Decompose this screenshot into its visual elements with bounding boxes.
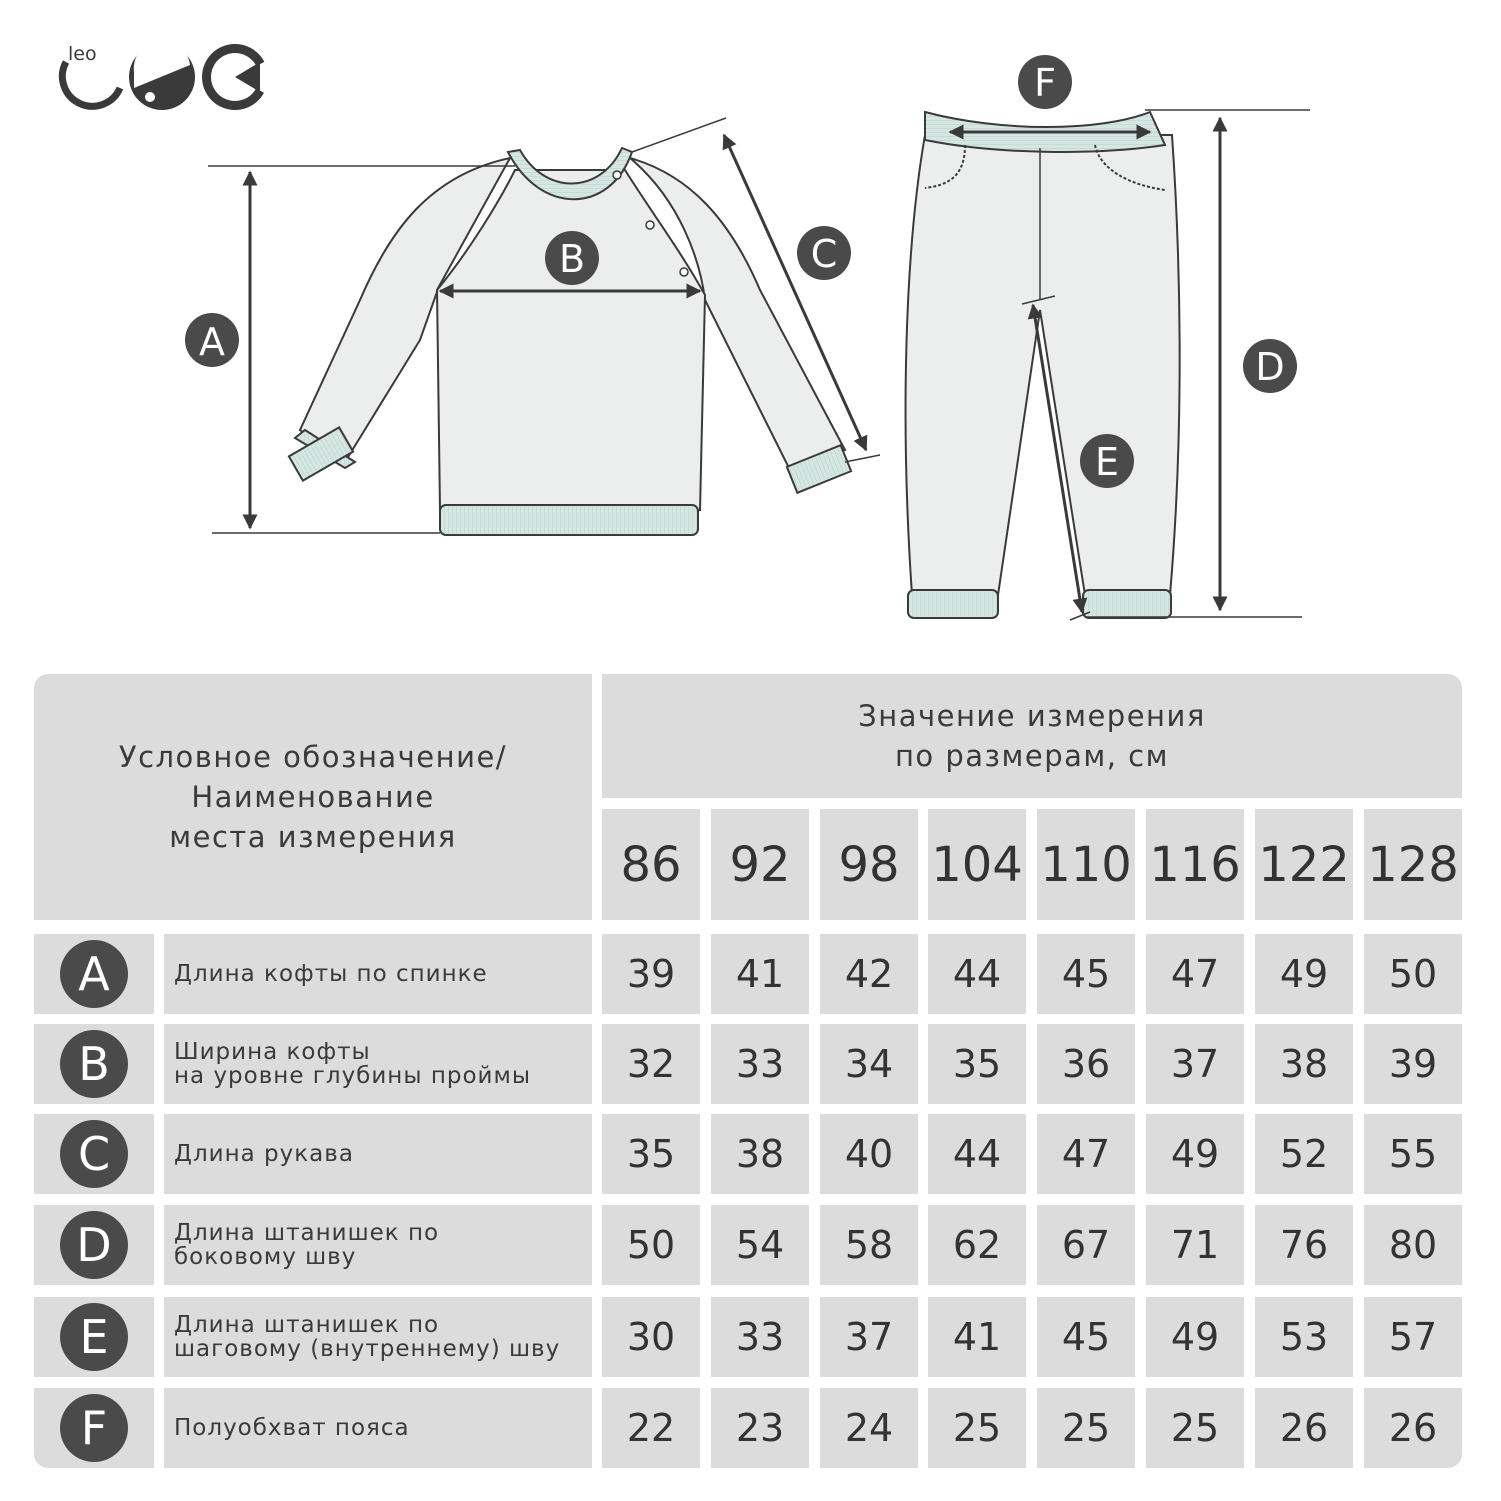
value-cell: 35 [602,1114,700,1194]
value-cell: 50 [1364,934,1462,1014]
row-code-cell [34,1024,154,1104]
value-cell: 44 [928,1114,1026,1194]
value-cell: 44 [928,934,1026,1014]
size-header: 92 [711,809,809,920]
size-header: 104 [928,809,1026,920]
left-header-text: Условное обозначение/ Наименование места измерения [118,740,508,854]
value-cell: 52 [1255,1114,1353,1194]
size-header: 122 [1255,809,1353,920]
code-badge: D [60,1211,128,1279]
value-cell: 55 [1364,1114,1462,1194]
row-code-cell [34,1388,154,1468]
value-cell: 22 [602,1388,700,1468]
value-cell: 54 [711,1205,809,1285]
svg-text:F: F [1034,61,1056,105]
svg-text:B: B [558,237,586,281]
value-cell: 26 [1364,1388,1462,1468]
diagram-badge-b [545,231,599,285]
value-cell: 50 [602,1205,700,1285]
row-name: Длина кофты по спинке [164,934,592,1014]
size-header: 86 [602,809,700,920]
value-cell: 32 [602,1024,700,1104]
row-code-cell [34,934,154,1014]
code-badge: C [60,1120,128,1188]
row-code-cell [34,1205,154,1285]
logo-text: leo [68,43,97,65]
value-cell: 26 [1255,1388,1353,1468]
value-cell: 67 [1037,1205,1135,1285]
table-right-header [602,674,1462,798]
value-cell: 49 [1146,1297,1244,1377]
code-badge: A [60,940,128,1008]
value-cell: 39 [602,934,700,1014]
row-code-cell [34,1114,154,1194]
value-cell: 37 [1146,1024,1244,1104]
diagram-badge-e [1080,434,1134,488]
size-header: 98 [820,809,918,920]
value-cell: 33 [711,1297,809,1377]
svg-text:C: C [810,232,838,276]
value-cell: 53 [1255,1297,1353,1377]
right-header-text: Значение измерения по размерам, см [858,699,1206,773]
value-cell: 41 [928,1297,1026,1377]
size-header: 116 [1146,809,1244,920]
value-cell: 36 [1037,1024,1135,1104]
value-cell: 45 [1037,934,1135,1014]
row-name: Длина штанишек по шаговому (внутреннему) шву [164,1297,592,1377]
sweatshirt-drawing [289,148,851,535]
code-badge: F [60,1394,128,1462]
value-cell: 23 [711,1388,809,1468]
size-header: 128 [1364,809,1462,920]
svg-text:E: E [1094,440,1120,484]
diagram-badge-a [185,313,239,367]
value-cell: 80 [1364,1205,1462,1285]
logo-c-icon [62,62,120,106]
svg-text:D: D [1255,345,1285,389]
diagram-badge-c [797,226,851,280]
value-cell: 62 [928,1205,1026,1285]
svg-text:A: A [199,320,225,364]
garment-measurement-diagram [0,0,1501,650]
diagram-badge-d [1243,339,1297,393]
value-cell: 76 [1255,1205,1353,1285]
value-cell: 40 [820,1114,918,1194]
value-cell: 38 [711,1114,809,1194]
table-left-header [34,674,592,920]
code-badge: B [60,1030,128,1098]
value-cell: 35 [928,1024,1026,1104]
brand-logo [62,40,268,110]
value-cell: 37 [820,1297,918,1377]
row-code-cell [34,1297,154,1377]
value-cell: 57 [1364,1297,1462,1377]
value-cell: 49 [1146,1114,1244,1194]
value-cell: 41 [711,934,809,1014]
value-cell: 25 [1146,1388,1244,1468]
value-cell: 49 [1255,934,1353,1014]
value-cell: 47 [1037,1114,1135,1194]
value-cell: 71 [1146,1205,1244,1285]
row-name: Длина рукава [164,1114,592,1194]
value-cell: 30 [602,1297,700,1377]
row-name: Полуобхват пояса [164,1388,592,1468]
value-cell: 38 [1255,1024,1353,1104]
value-cell: 58 [820,1205,918,1285]
value-cell: 39 [1364,1024,1462,1104]
value-cell: 34 [820,1024,918,1104]
code-badge: E [60,1303,128,1371]
value-cell: 42 [820,934,918,1014]
row-name: Длина штанишек по боковому шву [164,1205,592,1285]
value-cell: 25 [1037,1388,1135,1468]
value-cell: 45 [1037,1297,1135,1377]
row-name: Ширина кофты на уровне глубины проймы [164,1024,592,1104]
value-cell: 24 [820,1388,918,1468]
value-cell: 47 [1146,934,1244,1014]
size-header: 110 [1037,809,1135,920]
diagram-badge-f [1018,55,1072,109]
value-cell: 25 [928,1388,1026,1468]
value-cell: 33 [711,1024,809,1104]
